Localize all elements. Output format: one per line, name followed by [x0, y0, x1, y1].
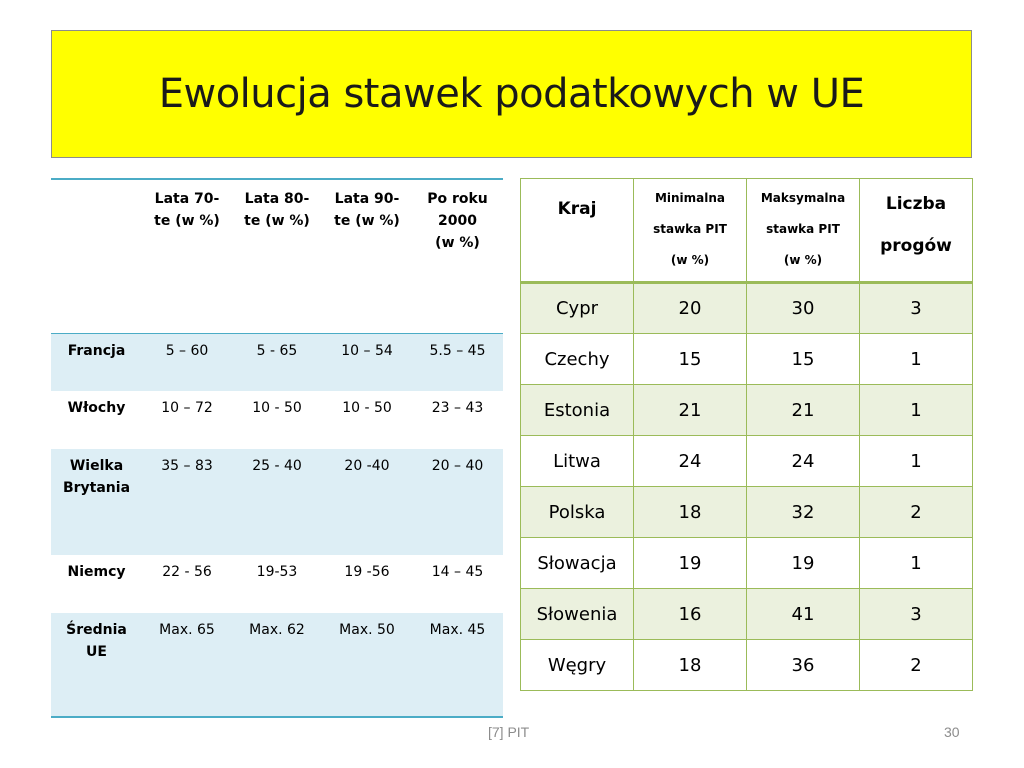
max-rate-cell: 24: [747, 436, 860, 487]
brackets-cell: 3: [860, 283, 973, 334]
table-cell: 35 – 83: [142, 449, 232, 555]
table-row: [521, 487, 973, 538]
row-label: Wielka Brytania: [51, 449, 142, 555]
brackets-cell: 3: [860, 589, 973, 640]
table-row: [521, 283, 973, 334]
brackets-cell: 2: [860, 640, 973, 691]
table-cell: 5 – 60: [142, 333, 232, 391]
slide-title: Ewolucja stawek podatkowych w UE: [158, 71, 865, 117]
table-cell: 10 - 50: [252, 400, 302, 416]
table-cell: Max. 62: [232, 613, 322, 717]
country-cell: Estonia: [521, 385, 634, 436]
corner-cell: [51, 179, 142, 333]
column-header: Lata 80- te (w %): [244, 191, 310, 229]
max-rate-cell: 32: [747, 487, 860, 538]
country-cell: Litwa: [521, 436, 634, 487]
column-header-max-rate: Maksymalna stawka PIT (w %): [747, 179, 860, 283]
column-header-brackets: Liczba progów: [860, 179, 973, 283]
column-header-country: Kraj: [521, 179, 634, 283]
country-cell: Węgry: [521, 640, 634, 691]
max-rate-cell: 15: [747, 334, 860, 385]
max-rate-cell: 36: [747, 640, 860, 691]
table-cell: 10 – 72: [161, 400, 213, 416]
slide-title-box: [51, 30, 972, 158]
max-rate-cell: 19: [747, 538, 860, 589]
table-cell: Max. 65: [142, 613, 232, 717]
country-cell: Słowenia: [521, 589, 634, 640]
row-label: Włochy: [67, 400, 126, 416]
country-cell: Polska: [521, 487, 634, 538]
table-cell: 22 - 56: [162, 564, 212, 580]
pit-rates-by-country-table: [520, 178, 973, 691]
brackets-cell: 1: [860, 334, 973, 385]
table-row: [51, 333, 503, 391]
table-row: [521, 436, 973, 487]
table-row: [51, 391, 503, 449]
table-cell: 5.5 – 45: [412, 333, 503, 391]
row-label: Niemcy: [67, 564, 126, 580]
table-cell: Max. 50: [322, 613, 412, 717]
table-cell: Max. 45: [412, 613, 503, 717]
min-rate-cell: 18: [634, 640, 747, 691]
table-cell: 5 - 65: [232, 333, 322, 391]
table-cell: 19 -56: [344, 564, 390, 580]
country-cell: Czechy: [521, 334, 634, 385]
table-cell: 23 – 43: [431, 400, 484, 416]
table-row: [51, 449, 503, 555]
table-row: [521, 334, 973, 385]
table-cell: 25 - 40: [232, 449, 322, 555]
column-header-min-rate: Minimalna stawka PIT (w %): [634, 179, 747, 283]
page-number: 30: [944, 724, 960, 740]
table-cell: 10 – 54: [322, 333, 412, 391]
table-row: [521, 589, 973, 640]
brackets-cell: 1: [860, 538, 973, 589]
table-row: [521, 538, 973, 589]
table-cell: 19-53: [256, 564, 298, 580]
min-rate-cell: 21: [634, 385, 747, 436]
table-row: [51, 555, 503, 613]
footer-source: [7] PIT: [488, 724, 530, 740]
brackets-cell: 1: [860, 385, 973, 436]
table-header-row: [521, 179, 973, 283]
country-cell: Słowacja: [521, 538, 634, 589]
row-label: Francja: [51, 333, 142, 391]
column-header: Lata 70- te (w %): [154, 191, 220, 229]
brackets-cell: 1: [860, 436, 973, 487]
min-rate-cell: 18: [634, 487, 747, 538]
tax-rate-evolution-table: [51, 178, 503, 718]
min-rate-cell: 24: [634, 436, 747, 487]
table-row: [521, 640, 973, 691]
max-rate-cell: 30: [747, 283, 860, 334]
table-cell: 20 – 40: [412, 449, 503, 555]
table-row: [521, 385, 973, 436]
min-rate-cell: 20: [634, 283, 747, 334]
table-row: [51, 613, 503, 717]
min-rate-cell: 15: [634, 334, 747, 385]
column-header: Po roku 2000 (w %): [427, 191, 488, 251]
brackets-cell: 2: [860, 487, 973, 538]
table-cell: 20 -40: [322, 449, 412, 555]
min-rate-cell: 19: [634, 538, 747, 589]
table-cell: 14 – 45: [431, 564, 484, 580]
column-header: Lata 90- te (w %): [334, 191, 400, 229]
max-rate-cell: 21: [747, 385, 860, 436]
max-rate-cell: 41: [747, 589, 860, 640]
country-cell: Cypr: [521, 283, 634, 334]
min-rate-cell: 16: [634, 589, 747, 640]
table-cell: 10 - 50: [342, 400, 392, 416]
row-label: Średnia UE: [51, 613, 142, 717]
table-header-row: [51, 179, 503, 333]
